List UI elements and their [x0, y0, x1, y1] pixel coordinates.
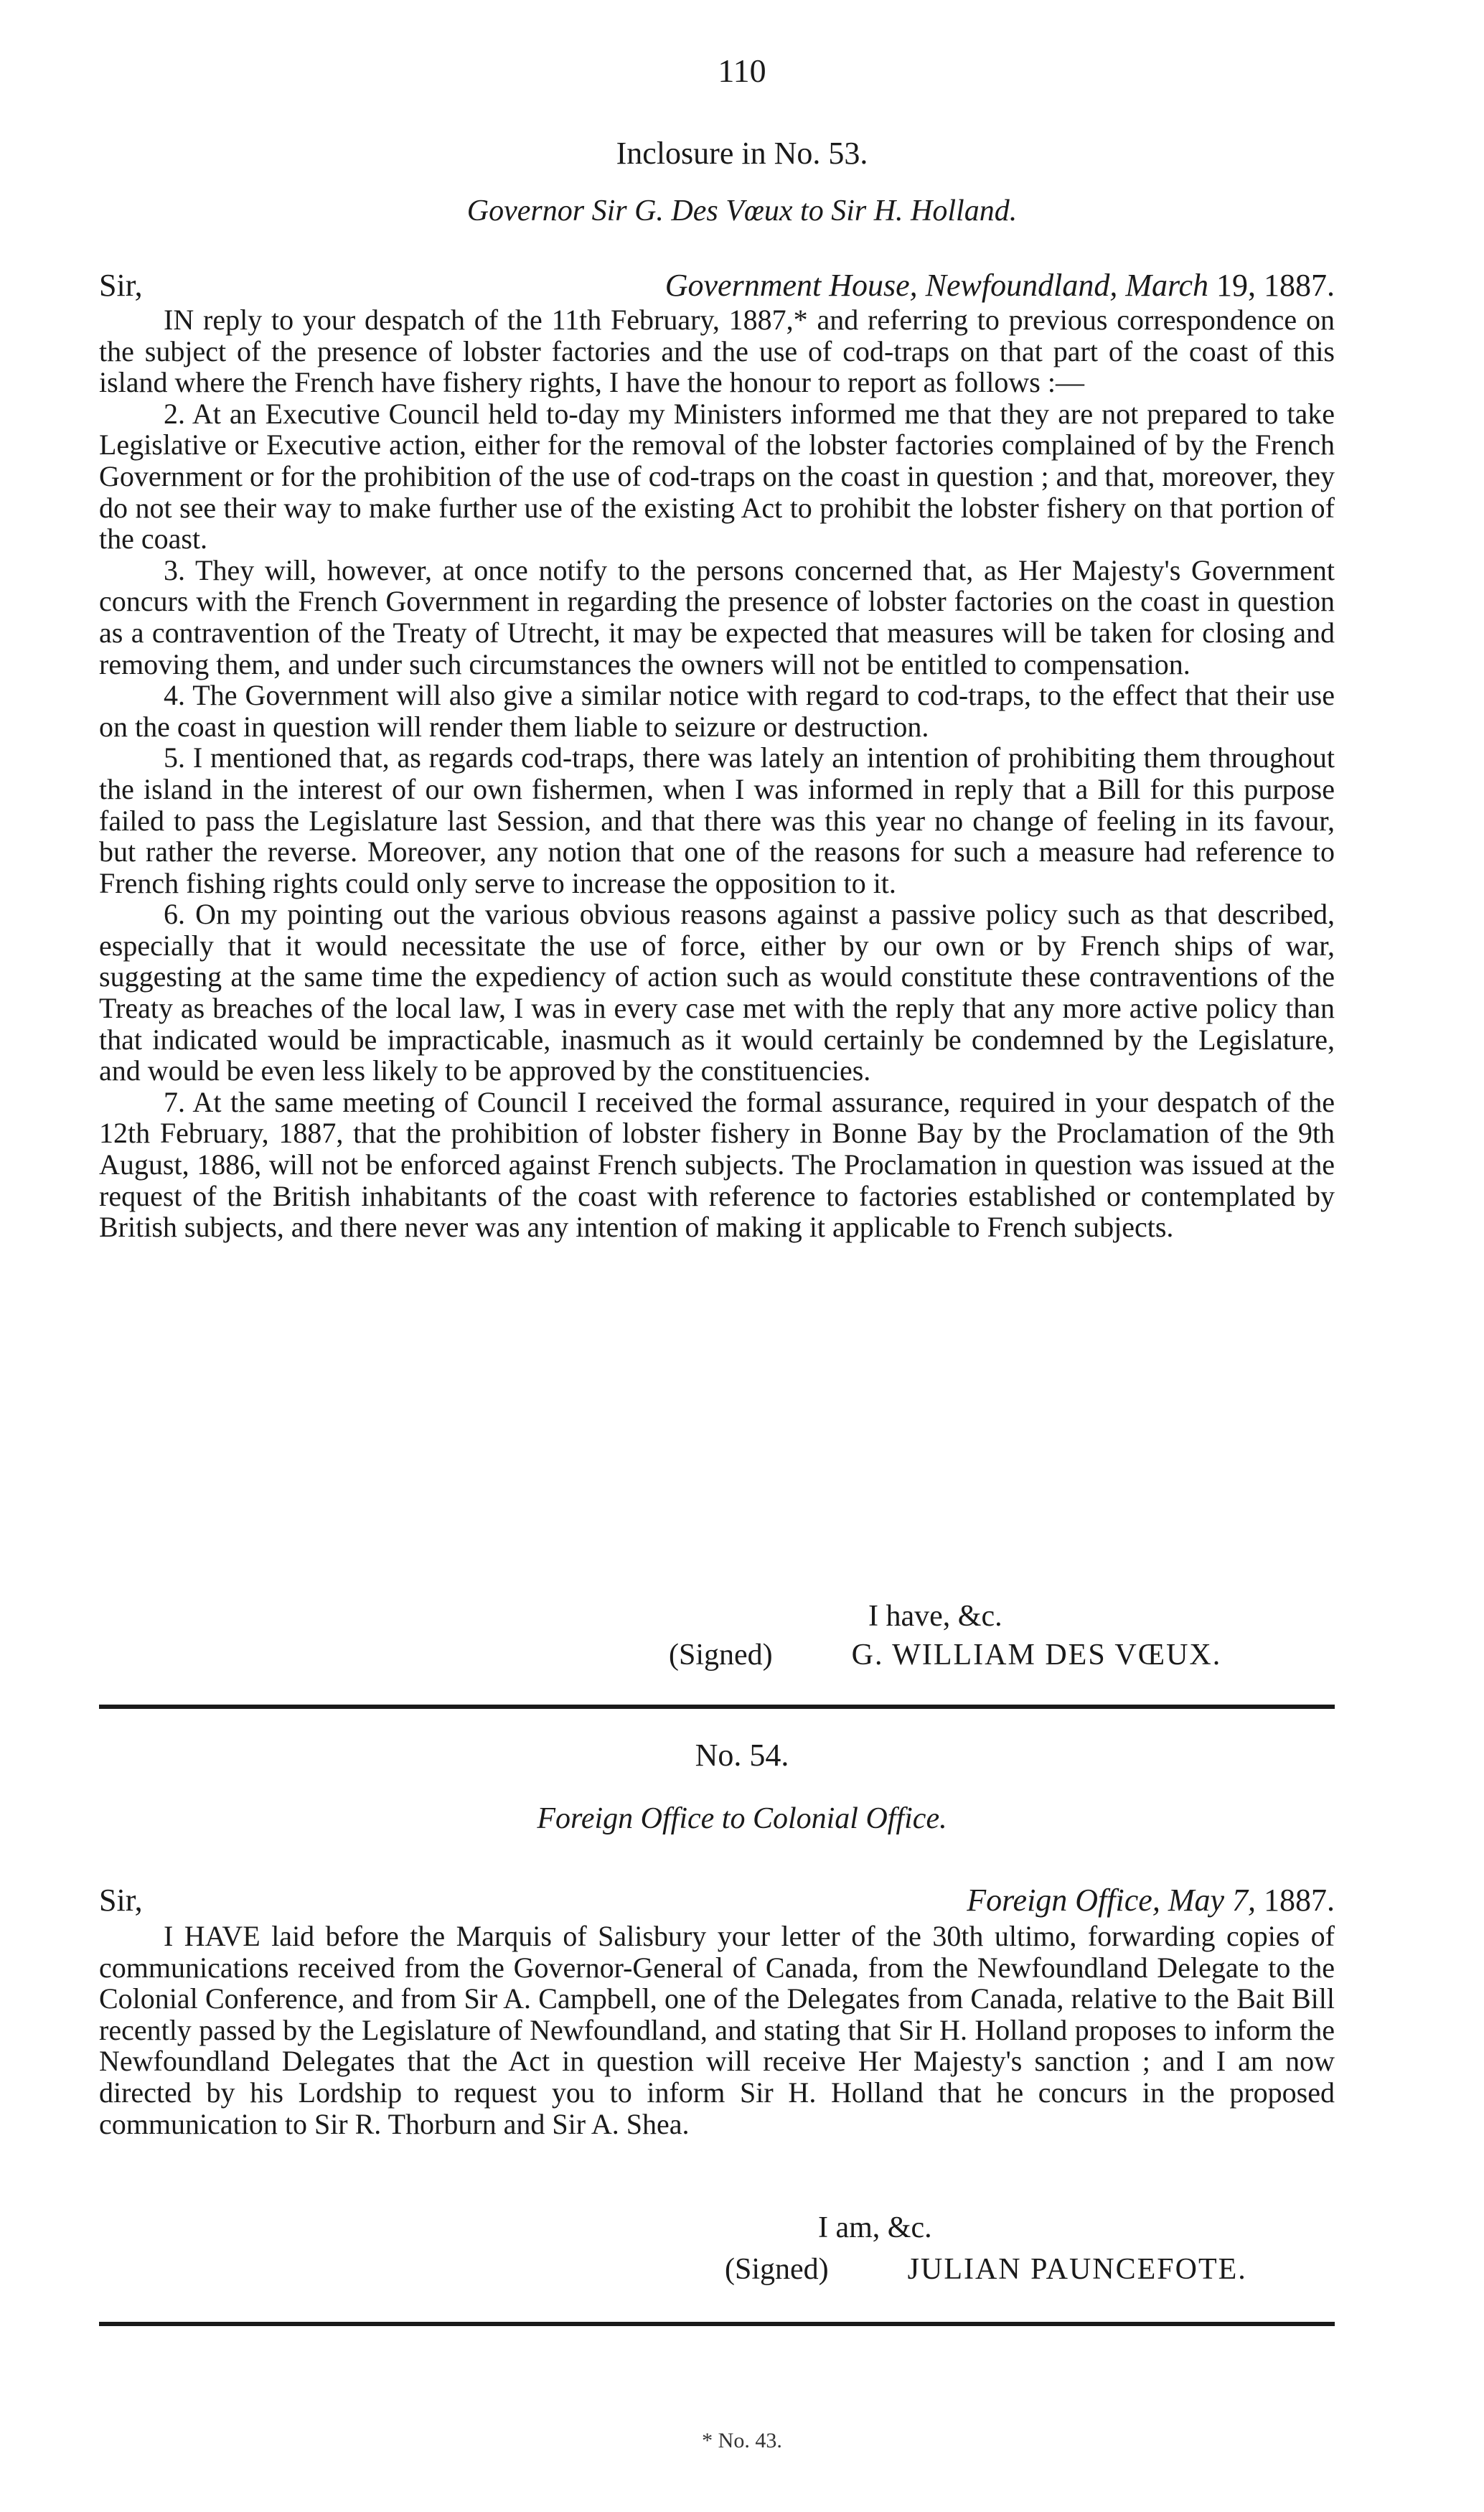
letter1-closing: I have, &c.	[868, 1600, 1002, 1633]
letter1-heading: Inclosure in No. 53.	[616, 136, 868, 171]
footnote: * No. 43.	[702, 2429, 782, 2452]
letter1-subheading: Governor Sir G. Des Vœux to Sir H. Holland.	[466, 195, 1018, 228]
letter1-paragraph-5: 5. I mentioned that, as regards cod-traps, there was lately an intention of prohibiting them throughout the island in the interest of our own fishermen, when I was informed in reply that a Bill for this purpose failed to pass the Legislature last Session, and that there was this year no change of feeling in its favour, but rather the reverse. Moreover, any notion that one of the reasons for such a measure had reference to French fishing rights could only serve to increase the opposition to it.	[99, 741, 1335, 899]
letter2-dateline	[967, 1882, 1335, 1918]
letter2-dateline-date: 1887.	[1256, 1883, 1335, 1918]
letter1-dateline-date: 19, 1887.	[1208, 268, 1335, 303]
letter1-dateline-place: Government House, Newfoundland, March	[664, 268, 1208, 303]
letter1-signature	[669, 1638, 1221, 1672]
letter1-body	[99, 304, 1335, 1243]
letter2-subheading: Foreign Office to Colonial Office.	[537, 1802, 947, 1835]
section-divider	[99, 1705, 1335, 1709]
letter2-signer: JULIAN PAUNCEFOTE.	[907, 2253, 1247, 2286]
letter1-dateline	[665, 267, 1335, 304]
letter1-paragraph-3: 3. They will, however, at once notify to the persons concerned that, as Her Majesty's Government concurs with the French Government in regarding the presence of lobster factories on the coast in question as a contravention of the Treaty of Utrecht, it may be expected that measures will be taken for closing and removing them, and under such circumstances the owners will not be entitled to compensation.	[99, 553, 1335, 680]
letter2-heading: No. 54.	[695, 1738, 789, 1773]
letter1-paragraph-1: IN reply to your despatch of the 11th February, 1887,* and referring to previous correspondence on the subject of the presence of lobster factories and the use of cod-traps on that part of the coast of this island where the French have fishery rights, I have the honour to report as follows :—	[99, 304, 1335, 399]
letter2-paragraph-1: I HAVE laid before the Marquis of Salisbury your letter of the 30th ultimo, forwarding copies of communications received from the Governor-General of Canada, from the Newfoundland Delegate to the Colonial Conference, and from Sir A. Campbell, one of the Delegates from Canada, relative to the Bait Bill recently passed by the Legislature of Newfoundland, and stating that Sir H. Holland proposes to inform the Newfoundland Delegates that the Act in question will receive Her Majesty's sanction ; and I am now directed by his Lordship to request you to inform Sir H. Holland that he concurs in the proposed communication to Sir R. Thorburn and Sir A. Shea.	[99, 1920, 1335, 2140]
letter2-dateline-place: Foreign Office, May 7,	[967, 1883, 1256, 1918]
letter1-paragraph-2: 2. At an Executive Council held to-day my Ministers informed me that they are not prepared to take Legislative or Executive action, either for the removal of the lobster factories complained of by the French Government or for the prohibition of the use of cod-traps on the coast in question ; and that, moreover, they do not see their way to make further use of the existing Act to prohibit the lobster fishery on that portion of the coast.	[99, 397, 1335, 556]
letter2-closing: I am, &c.	[818, 2211, 932, 2244]
letter2-signature	[725, 2252, 1247, 2287]
page-number: 110	[718, 52, 766, 89]
letter1-salutation: Sir,	[99, 268, 143, 303]
letter1-signed-label: (Signed)	[669, 1639, 773, 1672]
bottom-divider	[99, 2322, 1335, 2326]
letter1-signer: G. WILLIAM DES VŒUX.	[851, 1639, 1222, 1672]
letter2-salutation: Sir,	[99, 1883, 143, 1918]
letter1-paragraph-7: 7. At the same meeting of Council I received the formal assurance, required in your despatch of the 12th February, 1887, that the prohibition of lobster fishery in Bonne Bay by the Proclamation of the 9th August, 1886, will not be enforced against French subjects. The Proclamation in question was issued at the request of the British inhabitants of the coast with reference to factories established or contemplated by British subjects, and there never was any intention of making it applicable to French subjects.	[99, 1085, 1335, 1244]
letter2-body	[99, 1921, 1335, 2140]
letter1-paragraph-6: 6. On my pointing out the various obvious reasons against a passive policy such as that described, especially that it would necessitate the use of force, either by our own or by French ships of war, suggesting at the same time the expediency of action such as would constitute these contraventions of the Treaty as breaches of the local law, I was in every case met with the reply that any more active policy than that indicated would be impracticable, inasmuch as it would certainly be condemned by the Legislature, and would be even less likely to be approved by the constituencies.	[99, 898, 1335, 1087]
letter2-signed-label: (Signed)	[725, 2253, 829, 2286]
letter1-paragraph-4: 4. The Government will also give a similar notice with regard to cod-traps, to the effect that their use on the coast in question will render them liable to seizure or destruction.	[99, 679, 1335, 743]
